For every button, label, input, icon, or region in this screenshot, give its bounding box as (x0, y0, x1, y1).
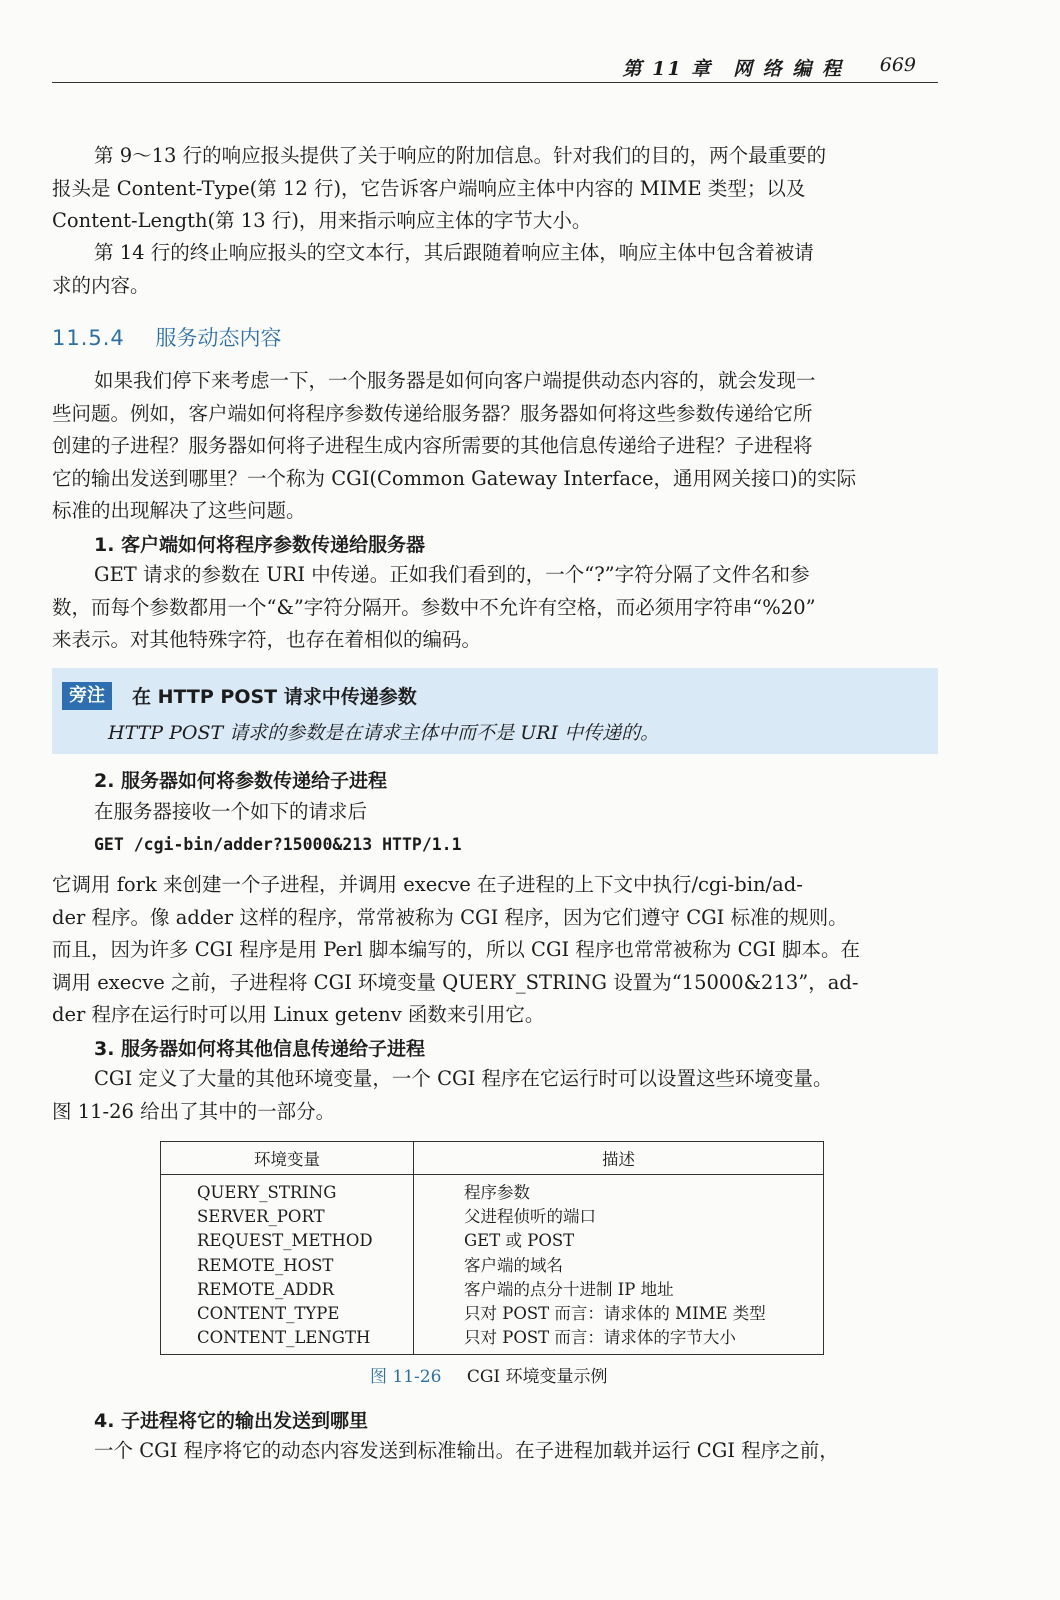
variable-description: 客户端的点分十进制 IP 地址 (464, 1279, 674, 1299)
variable-name: REMOTE_HOST (197, 1255, 334, 1275)
text-line: 些问题。例如，客户端如何将程序参数传递给服务器？服务器如何将这些参数传递给它所 (52, 401, 813, 425)
text-line: der 程序在运行时可以用 Linux getenv 函数来引用它。 (52, 1003, 545, 1026)
variable-description: 只对 POST 而言：请求体的 MIME 类型 (464, 1304, 766, 1324)
text-line: 它的输出发送到哪里？一个称为 CGI(Common Gateway Interface，通用网关接口)的实际 (52, 466, 857, 490)
paragraph-get-parameters (52, 559, 938, 657)
paragraph-receive-request (52, 796, 938, 829)
page-number: 669 (879, 54, 916, 76)
figure-caption-text: CGI 环境变量示例 (466, 1367, 608, 1387)
text-line: 调用 execve 之前，子进程将 CGI 环境变量 QUERY_STRING 设置为“15000&213”，ad- (52, 970, 859, 994)
section-title: 服务动态内容 (155, 326, 282, 350)
running-header (52, 50, 938, 83)
text-line: 报头是 Content-Type(第 12 行)，它告诉客户端响应主体中内容的 MIME 类型；以及 (52, 176, 806, 200)
figure-caption (370, 1362, 608, 1387)
aside-box (52, 668, 938, 754)
text-line: 图 11-26 给出了其中的一部分。 (52, 1099, 336, 1123)
table-header-description: 描述 (414, 1142, 824, 1175)
variable-description: GET 或 POST (464, 1231, 575, 1251)
variable-name: QUERY_STRING (197, 1183, 337, 1202)
variable-name: REQUEST_METHOD (197, 1231, 373, 1251)
text-line: 求的内容。 (52, 273, 150, 297)
subheading-1: 1. 客户端如何将程序参数传递给服务器 (94, 534, 426, 556)
variable-name: SERVER_PORT (197, 1207, 325, 1227)
env-variables-table (160, 1141, 824, 1355)
text-line: Content-Length(第 13 行)，用来指示响应主体的字节大小。 (52, 209, 592, 232)
text-line: 第 14 行的终止响应报头的空文本行，其后跟随着响应主体，响应主体中包含着被请 (94, 241, 814, 264)
subheading-2: 2. 服务器如何将参数传递给子进程 (94, 770, 388, 792)
code-line: GET /cgi-bin/adder?15000&213 HTTP/1.1 (94, 835, 462, 854)
paragraph-environment-variables (52, 1063, 938, 1128)
aside-title: 在 HTTP POST 请求中传递参数 (132, 686, 417, 708)
text-line: 标准的出现解决了这些问题。 (52, 499, 306, 522)
paragraph-dynamic-content-intro (52, 365, 938, 528)
subheading-3: 3. 服务器如何将其他信息传递给子进程 (94, 1038, 426, 1060)
text-line: GET 请求的参数在 URI 中传递。正如我们看到的，一个“?”字符分隔了文件名和参 (94, 563, 810, 586)
paragraph-empty-line (52, 237, 938, 302)
variable-description: 程序参数 (464, 1183, 530, 1202)
variable-column (161, 1175, 414, 1355)
paragraph-cgi-output (52, 1435, 938, 1468)
aside-body: HTTP POST 请求的参数是在请求主体中而不是 URI 中传递的。 (108, 722, 660, 744)
aside-tag: 旁注 (62, 682, 112, 710)
variable-name: REMOTE_ADDR (197, 1279, 334, 1299)
text-line: 创建的子进程？服务器如何将子进程生成内容所需要的其他信息传递给子进程？子进程将 (52, 434, 813, 457)
figure-number: 图 11-26 (370, 1367, 442, 1387)
chapter-title: 第 11 章 网 络 编 程 (622, 58, 843, 80)
text-line: der 程序。像 adder 这样的程序，常常被称为 CGI 程序，因为它们遵守 CGI 标准的规则。 (52, 905, 848, 929)
variable-description: 父进程侦听的端口 (464, 1207, 596, 1227)
section-number: 11.5.4 (52, 326, 125, 350)
variable-name: CONTENT_TYPE (197, 1304, 340, 1324)
text-line: 在服务器接收一个如下的请求后 (94, 800, 368, 823)
description-column (414, 1175, 824, 1355)
variable-name: CONTENT_LENGTH (197, 1328, 371, 1348)
text-line: 它调用 fork 来创建一个子进程，并调用 execve 在子进程的上下文中执行/cgi-bin/ad- (52, 873, 803, 896)
variable-description: 只对 POST 而言：请求体的字节大小 (464, 1328, 736, 1348)
text-line: 如果我们停下来考虑一下，一个服务器是如何向客户端提供动态内容的，就会发现一 (94, 369, 816, 392)
text-line: 第 9～13 行的响应报头提供了关于响应的附加信息。针对我们的目的，两个最重要的 (94, 144, 827, 167)
text-line: 而且，因为许多 CGI 程序是用 Perl 脚本编写的，所以 CGI 程序也常常被称为 CGI 脚本。在 (52, 938, 861, 961)
variable-description: 客户端的域名 (464, 1255, 563, 1275)
paragraph-response-headers (52, 140, 938, 238)
text-line: 一个 CGI 程序将它的动态内容发送到标准输出。在子进程加载并运行 CGI 程序之前， (94, 1439, 839, 1462)
subheading-4: 4. 子进程将它的输出发送到哪里 (94, 1410, 369, 1432)
paragraph-fork-execve (52, 869, 938, 1032)
table-header-variable: 环境变量 (161, 1142, 414, 1175)
text-line: 来表示。对其他特殊字符，也存在着相似的编码。 (52, 628, 482, 651)
section-heading (52, 322, 281, 352)
text-line: 数，而每个参数都用一个“&”字符分隔开。参数中不允许有空格，而必须用字符串“%20” (52, 595, 816, 619)
text-line: CGI 定义了大量的其他环境变量，一个 CGI 程序在它运行时可以设置这些环境变量。 (94, 1067, 833, 1090)
